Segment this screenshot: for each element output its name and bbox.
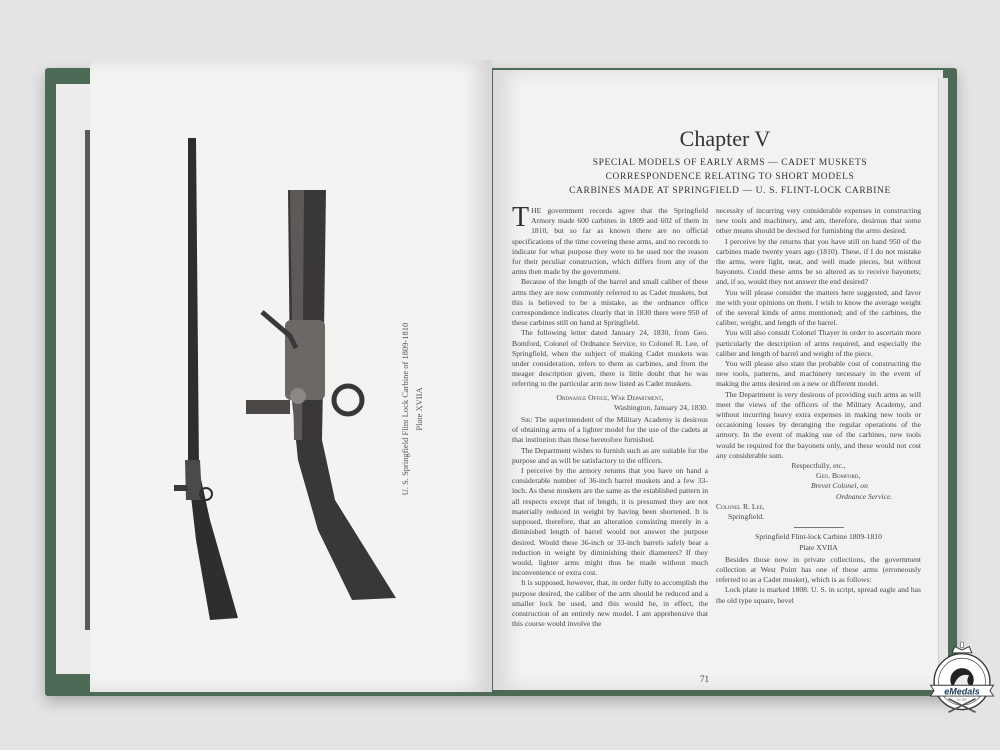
page-number: 71 [700,674,709,684]
paragraph: Because of the length of the barrel and small caliber of these arms they are now commonly referred to as Cadet muskets, but this is believed to be a mistake, as the ordnance office correspondence indicates clearly that in 1830 there were 950 of these carbines still on hand at Springfield. [512,277,708,328]
chapter-title: Chapter V [679,126,771,151]
subheading: CORRESPONDENCE RELATING TO SHORT MODELS [605,172,855,182]
plate-caption [398,289,426,529]
plate-caption-text: U. S. Springfield Flint Lock Carbine of 1809-1810 [400,322,410,496]
paragraph: You will please also state the probable cost of constructing the new tools, patterns, and machinery necessary in the event of making the arms desired on a new or different model. [716,359,921,389]
drop-cap: T [512,202,530,233]
letter-office: Ordnance Office, War Department, [556,392,664,402]
lock-detail-image [246,190,396,600]
emedals-watermark-logo [926,640,998,717]
plate-label: Plate XVIIA [414,387,424,431]
paragraph: You will please consider the matters here suggested, and favor me with your opinions on them. I wish to know the average weight of the several kinds of arms mentioned; and of the carbines, the caliber, weight, and length of the barrel. [716,287,921,328]
paragraph-text: The superintendent of the Military Academy is desirous of obtaining arms of a lighter model for the use of the cadets at that institution than those heretofore furnished. [512,415,709,445]
addressee-name: Colonel R. Lee, [716,501,765,511]
subheading: CARBINES MADE AT SPRINGFIELD — U. S. FLINT-LOCK CARBINE [569,186,891,196]
paragraph: The Department wishes to furnish such as are suitable for the purpose and as will be satisfactory to the officers. [512,445,708,465]
signer-title: Ordnance Service. [836,491,893,501]
subheading: SPECIAL MODELS OF EARLY ARMS — CADET MUSKETS [592,158,868,168]
letter-date: Washington, January 24, 1830. [614,402,708,412]
paragraph: necessity of incurring very considerable expenses in constructing new tools and machinery, and am, therefore, desirous that some other means should be devised for furnishing the arms desired. [716,206,921,236]
paragraph-text: HE government records agree that the Springfield Armory made 600 carbines in 1809 and 602 of them in 1810, but so far as known there are no official specifications of the time covering these arms, and no records to indicate for what purpose they were to be used nor the reason for their peculiar construction, which differs from any of the arms then made by the government. [512,206,708,277]
section-title: Springfield Flint-lock Carbine 1809-1810 [755,532,882,542]
addressee-place: Springfield. [728,512,765,522]
paragraph [512,415,708,446]
paragraph: I perceive by the armory returns that you have on hand a considerable number of 36-inch barrel muskets and a few 33-inch. As these muskets are the same as the established pattern in all respects except that of length, it is presumed they are not materially reduced in weight by having been shortened. It is supposed, therefore, that an alteration consisting merely in a diminished length of barrel would not answer the purpose desired. Would these 36-inch or 33-inch barrels safely bear a reduction in weight by diminishing their diameters? If they would, lighter arms might thus be made without much inconvenience or extra cost. [512,466,708,578]
section-plate: Plate XVIIA [799,542,838,552]
signer-name: Geo. Bomford, [816,471,861,481]
text-column-left [512,202,709,629]
paragraph: Lock plate is marked 1808. U. S. in script, spread eagle and has the old type square, bevel [716,585,921,605]
salutation: Sir: [521,415,533,425]
text-column-right [716,206,921,606]
watermark-established: Est. 1997 [957,699,967,702]
paragraph: The Department is very desirous of providing such arms as will meet the views of the officers of the Military Academy, and without incurring heavy extra expenses in making new tools or occasioning losses by deranging the regular operations of the armory. In the event of making use of the carbines, new tools would be required for the bayonets only, and these would not cost any considerable sum. [716,389,921,460]
paragraph: I perceive by the returns that you have still on hand 950 of the carbines made twenty years ago (1810). These, if I do not mistake the arms, were light, neat, and well made pieces, but without bayonets. Could these arms be so altered as to receive bayonets; and, if so, would they not answer the end desired? [716,236,921,287]
full-carbine-image [174,138,238,620]
paragraph: Besides those now in private collections, the government collection at West Point has one of these arms (erroneously referred to as a Cadet musket), which is as follows: [716,554,921,585]
paragraph [512,202,708,277]
letter-closing: Respectfully, etc., [791,461,846,471]
paragraph: You will also consult Colonel Thayer in order to ascertain more particularly the description of arms required, and especially the caliber and length of barrel and weight of the piece. [716,328,921,358]
paragraph: It is supposed, however, that, in order fully to accomplish the purpose desired, the caliber of the arm should be reduced and a smaller lock be used, and this would be, in effect, the construction of an entirely new model. I am apprehensive that this course would involve the [512,578,708,629]
chapter-subheadings [530,156,930,198]
signer-title: Brevet Colonel, on [811,481,868,491]
watermark-brand: eMedals [944,686,980,697]
section-divider [794,527,844,528]
paragraph: The following letter dated January 24, 1830, from Geo. Bomford, Colonel of Ordnance Service, to Colonel R. Lee, of Springfield, when the subject of making Cadet muskets was under consideration, refers to them as carbines, and from the meager description given, there is little doubt that he was referring to the particular arm now listed as Cadet muskets. [512,328,708,389]
